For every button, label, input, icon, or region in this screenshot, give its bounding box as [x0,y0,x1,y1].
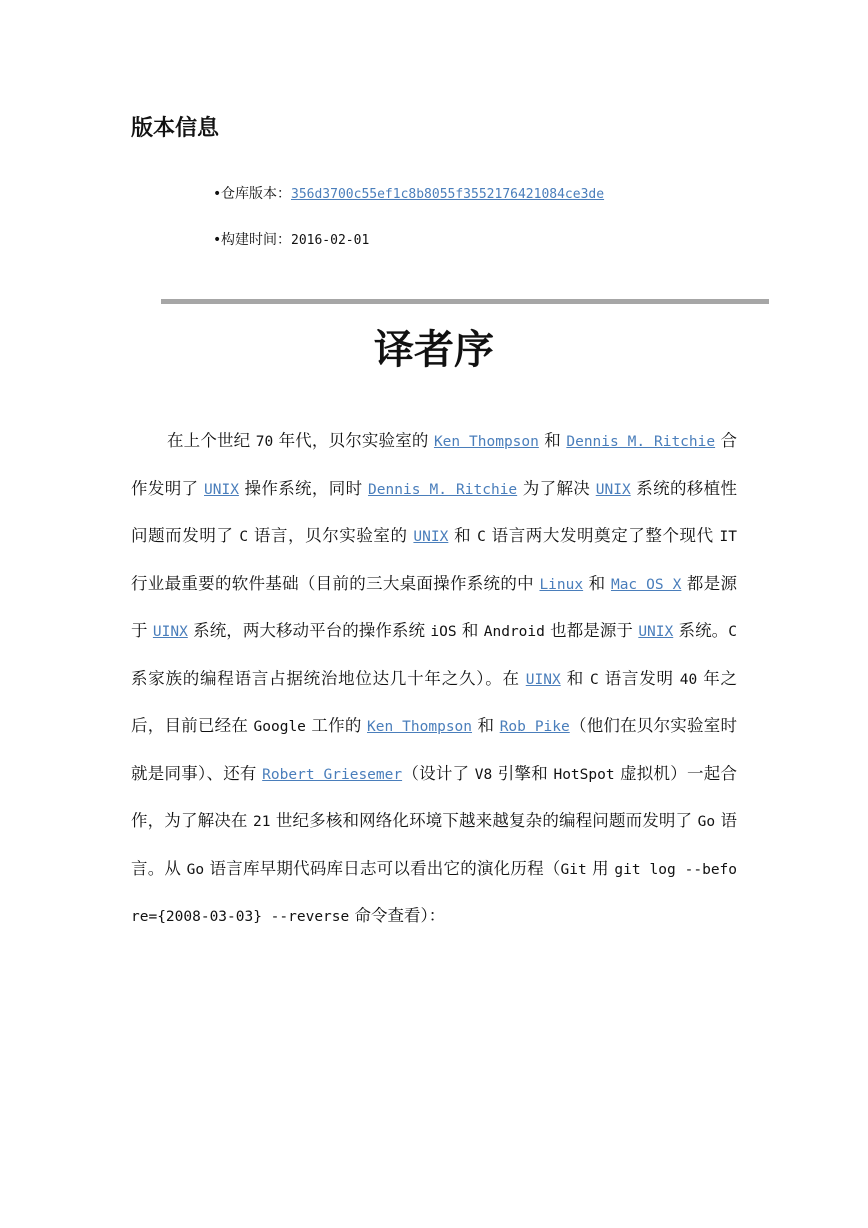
inline-code-text: V8 [474,766,493,783]
repo-commit-link[interactable]: 356d3700c55ef1c8b8055f3552176421084ce3de [291,187,605,202]
paragraph-text: 行业最重要的软件基础（目前的三大桌面操作系统的中 [131,573,540,593]
paragraph-text: 语言库早期代码库日志可以看出它的演化历程（ [204,858,561,878]
paragraph-text: 虚拟机）一起合作，为了解决在 [131,763,738,830]
inline-code-text: 70 [255,434,274,450]
inline-code-text: Go [186,861,205,878]
paragraph-text: 和 [456,621,484,640]
inline-code-text: C [728,624,737,640]
paragraph-text: 和 [583,573,611,593]
repo-version-label: 仓库版本： [221,186,291,202]
section-divider [161,299,769,304]
inline-link[interactable]: UNIX [638,624,674,640]
build-time-value: 2016-02-01 [291,233,370,248]
inline-link[interactable]: Dennis M. Ritchie [368,481,518,498]
paragraph-text: （设计了 [402,763,475,783]
paragraph-text: 语言两大发明奠定了整个现代 [485,526,720,545]
inline-link[interactable]: Dennis M. Ritchie [566,434,716,450]
inline-link[interactable]: Ken Thompson [433,434,539,450]
paragraph-text: 年之后，目前已经在 [131,668,738,735]
paragraph-text: 和 [472,716,500,735]
paragraph-text: 系家族的编程语言占据统治地位达几十年之久）。在 [131,668,526,688]
inline-code-text: 40 [679,671,698,688]
paragraph-text: 系统的移植性问题而发明了 [131,478,738,545]
inline-code-text: iOS [430,624,457,640]
inline-link[interactable]: Rob Pike [499,719,570,735]
paragraph-text: 用 [586,858,615,878]
inline-code-text: Google [253,719,306,735]
paragraph-text: 系统，两大移动平台的操作系统 [187,621,431,640]
paragraph-text: 语言发明 [598,668,680,688]
paragraph-text: 和 [448,526,478,545]
paragraph-text: （他们在贝尔实验室时就是同事）、还有 [131,716,737,783]
inline-link[interactable]: UINX [152,624,188,640]
inline-code-text: C [239,529,249,545]
paragraph-text: 都是源于 [131,573,737,640]
version-info-list [213,180,604,272]
paragraph-text: 引擎和 [492,763,554,783]
inline-link[interactable]: UNIX [413,529,449,545]
inline-code-text: Git [560,861,587,878]
inline-code-text: HotSpot [553,766,615,783]
inline-code-text: IT [719,529,737,545]
paragraph-text: 为了解决 [517,478,596,498]
inline-link[interactable]: Robert Griesemer [262,766,403,783]
paragraph-text: 操作系统，同时 [238,478,369,498]
paragraph-text: 合作发明了 [131,431,737,498]
paragraph-text: 语言，贝尔实验室的 [248,526,414,545]
paragraph-text: 语言。从 [131,811,737,878]
preface-paragraph [131,418,737,941]
inline-link[interactable]: Ken Thompson [367,719,473,735]
paragraph-text: 世纪多核和网络化环境下越来越复杂的编程问题而发明了 [270,811,698,830]
inline-code-text: git log --before={2008-03-03} --reverse [131,861,738,925]
inline-link[interactable]: Linux [539,576,584,593]
paragraph-text: 和 [560,668,590,688]
inline-code-text: C [477,529,486,545]
inline-link[interactable]: UNIX [204,481,239,498]
version-info-item-repo [213,180,604,208]
inline-link[interactable]: Mac OS X [610,576,682,593]
paragraph-text: 和 [538,431,567,450]
bullet-icon: • [213,186,222,202]
inline-link[interactable]: UNIX [595,481,631,498]
paragraph-text: 系统。 [673,621,729,640]
inline-code-text: Go [697,814,716,830]
preface-title: 译者序 [374,327,494,373]
version-info-heading: 版本信息 [131,116,220,141]
inline-code-text: Android [483,624,545,640]
build-time-label: 构建时间： [221,232,291,248]
paragraph-text: 在上个世纪 [167,431,256,450]
inline-code-text: C [589,671,599,688]
paragraph-text: 年代，贝尔实验室的 [273,431,434,450]
inline-code-text: 21 [252,814,271,830]
paragraph-text: 也都是源于 [544,621,639,640]
version-info-item-build [213,226,604,254]
inline-link[interactable]: UINX [525,671,561,688]
bullet-icon: • [213,232,222,248]
paragraph-text: 命令查看）： [349,906,446,925]
paragraph-text: 工作的 [305,716,368,735]
